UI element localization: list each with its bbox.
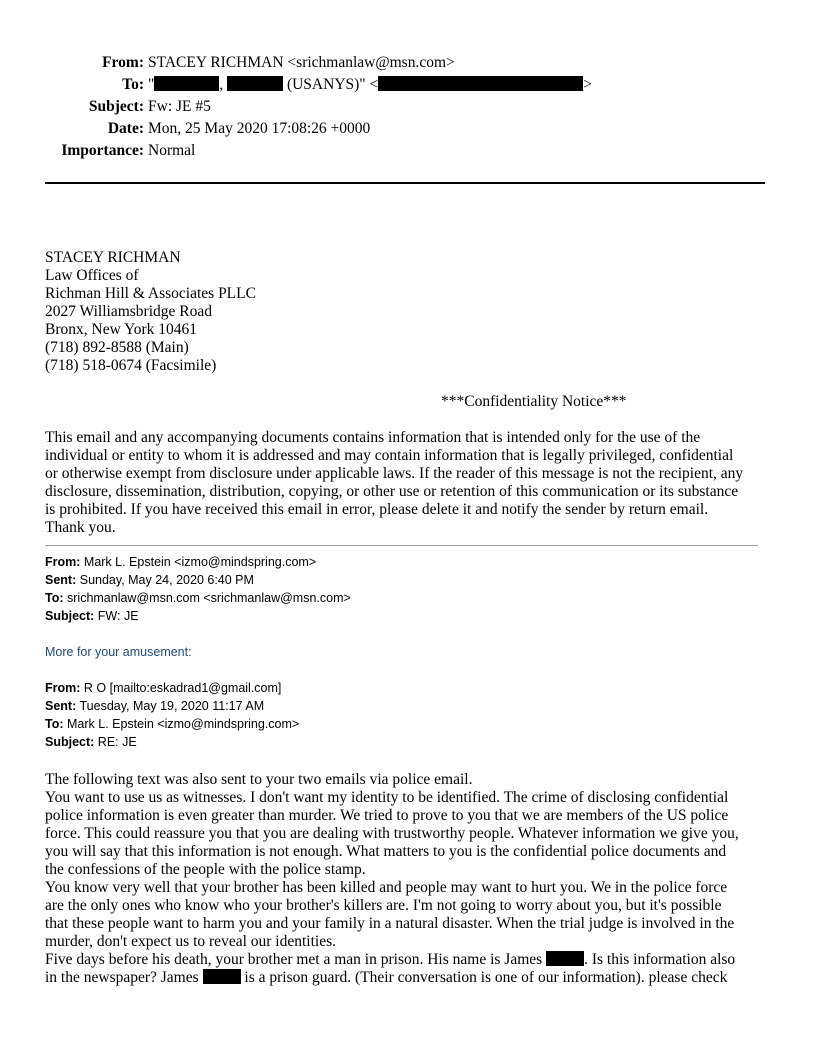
notice-line: This email and any accompanying documents contains information that is intended only for the use of the bbox=[45, 429, 701, 446]
redaction-box bbox=[227, 76, 283, 91]
header-from-value: STACEY RICHMAN <srichmanlaw@msn.com> bbox=[148, 54, 455, 71]
body-line: The following text was also sent to your two emails via police email. bbox=[45, 771, 473, 788]
to-org: (USANYS)" < bbox=[286, 76, 379, 93]
forward2-from-value: R O [mailto:eskadrad1@gmail.com] bbox=[83, 681, 282, 695]
forward1-subject bbox=[45, 607, 351, 625]
forward2-subject-label: Subject: bbox=[45, 735, 95, 749]
confidentiality-notice bbox=[45, 429, 771, 537]
signature-line: Law Offices of bbox=[45, 267, 139, 284]
header-subject-label: Subject: bbox=[88, 98, 144, 115]
forward2-sent bbox=[45, 697, 299, 715]
signature-line: Bronx, New York 10461 bbox=[45, 321, 197, 338]
body-line: murder, don't expect us to reveal our identities. bbox=[45, 933, 336, 950]
forward1-header bbox=[45, 553, 351, 625]
forward2-subject bbox=[45, 733, 299, 751]
body-line: are the only ones who know who your brother's killers are. I'm not going to worry about you, but it's possible bbox=[45, 897, 722, 914]
body-text-segment: . Is this information also bbox=[584, 951, 736, 968]
forward1-sent-label: Sent: bbox=[45, 573, 77, 587]
forward2-from bbox=[45, 679, 299, 697]
signature-fax: (718) 518-0674 (Facsimile) bbox=[45, 357, 217, 374]
redaction-box bbox=[378, 76, 583, 91]
forward-divider bbox=[45, 545, 758, 546]
header-from-label: From: bbox=[102, 54, 144, 71]
header-date-row bbox=[0, 119, 816, 139]
header-subject-value: Fw: JE #5 bbox=[148, 98, 211, 115]
notice-line: individual or entity to whom it is addressed and may contain information that is legally privileged, confidential bbox=[45, 447, 734, 464]
signature-line: 2027 Williamsbridge Road bbox=[45, 303, 212, 320]
header-date-value: Mon, 25 May 2020 17:08:26 +0000 bbox=[148, 120, 371, 137]
forward2-subject-value: RE: JE bbox=[97, 735, 137, 749]
body-line: force. This could reassure you that you are dealing with trustworthy people. Whatever information we give you, bbox=[45, 825, 739, 842]
notice-line: Thank you. bbox=[45, 519, 116, 536]
redaction-box bbox=[203, 969, 241, 984]
forward1-to-value: srichmanlaw@msn.com <srichmanlaw@msn.com> bbox=[67, 591, 351, 605]
signature-name: STACEY RICHMAN bbox=[45, 249, 181, 266]
confidentiality-title: ***Confidentiality Notice*** bbox=[441, 393, 627, 410]
header-to-row bbox=[0, 75, 816, 95]
header-divider bbox=[45, 182, 765, 184]
body-line: you will say that this information is not enough. What matters to you is the confidential police documents and bbox=[45, 843, 727, 860]
body-line: the confessions of the people with the police stamp. bbox=[45, 861, 366, 878]
body-line: You know very well that your brother has been killed and people may want to hurt you. We in the police force bbox=[45, 879, 728, 896]
forward2-to-value: Mark L. Epstein <izmo@mindspring.com> bbox=[67, 717, 300, 731]
notice-line: disclosure, dissemination, distribution, copying, or other use or retention of this communication or its substance bbox=[45, 483, 739, 500]
header-from-row bbox=[0, 53, 816, 73]
forward1-sent-value: Sunday, May 24, 2020 6:40 PM bbox=[79, 573, 254, 587]
header-to-label: To: bbox=[122, 76, 144, 93]
forward1-sent bbox=[45, 571, 351, 589]
redaction-box bbox=[154, 76, 219, 91]
amusement-note: More for your amusement: bbox=[45, 645, 192, 659]
to-comma: , bbox=[219, 76, 224, 93]
header-date-label: Date: bbox=[107, 120, 144, 137]
to-close: > bbox=[583, 76, 592, 93]
header-importance-value: Normal bbox=[148, 142, 196, 159]
forward2-to-label: To: bbox=[45, 717, 64, 731]
body-line bbox=[45, 969, 739, 987]
body-text-segment: is a prison guard. (Their conversation is one of our information)‏. please check bbox=[244, 969, 728, 986]
forward1-subject-label: Subject: bbox=[45, 609, 95, 623]
forward1-subject-value: FW: JE bbox=[97, 609, 139, 623]
forward2-header bbox=[45, 679, 299, 751]
forward1-to-label: To: bbox=[45, 591, 64, 605]
signature-line: Richman Hill & Associates PLLC bbox=[45, 285, 256, 302]
redaction-box bbox=[546, 951, 584, 966]
signature-phone: (718) 892-8588 (Main) bbox=[45, 339, 189, 356]
notice-line: or otherwise exempt from disclosure under applicable laws. If the reader of this message is not the recipient, any bbox=[45, 465, 744, 482]
forward1-from-label: From: bbox=[45, 555, 81, 569]
header-importance-label: Importance: bbox=[61, 142, 144, 159]
forward1-from-value: Mark L. Epstein <izmo@mindspring.com> bbox=[83, 555, 317, 569]
forward2-sent-label: Sent: bbox=[45, 699, 77, 713]
signature-block bbox=[45, 249, 256, 375]
body-line: police information is even greater than murder. We tried to prove to you that we are members of the US police bbox=[45, 807, 729, 824]
message-body bbox=[45, 771, 739, 987]
body-text-segment: Five days before his death, your brother met a man in prison. His name is James bbox=[45, 951, 543, 968]
header-importance-row bbox=[0, 141, 816, 161]
body-text-segment: in the newspaper? James bbox=[45, 969, 199, 986]
to-quote: " bbox=[148, 76, 155, 93]
forward1-to bbox=[45, 589, 351, 607]
forward2-sent-value: Tuesday, May 19, 2020 11:17 AM bbox=[79, 699, 265, 713]
forward2-to bbox=[45, 715, 299, 733]
notice-line: is prohibited. If you have received this email in error, please delete it and notify the sender by return email. bbox=[45, 501, 709, 518]
forward1-from bbox=[45, 553, 351, 571]
header-subject-row bbox=[0, 97, 816, 117]
body-line: You want to use us as witnesses. I don't want my identity to be identified. The crime of disclosing confidential bbox=[45, 789, 729, 806]
header-to-value bbox=[148, 75, 592, 95]
forward2-from-label: From: bbox=[45, 681, 81, 695]
body-line bbox=[45, 951, 739, 969]
body-line: that these people want to harm you and your family in a natural disaster. When the trial judge is involved in the bbox=[45, 915, 735, 932]
